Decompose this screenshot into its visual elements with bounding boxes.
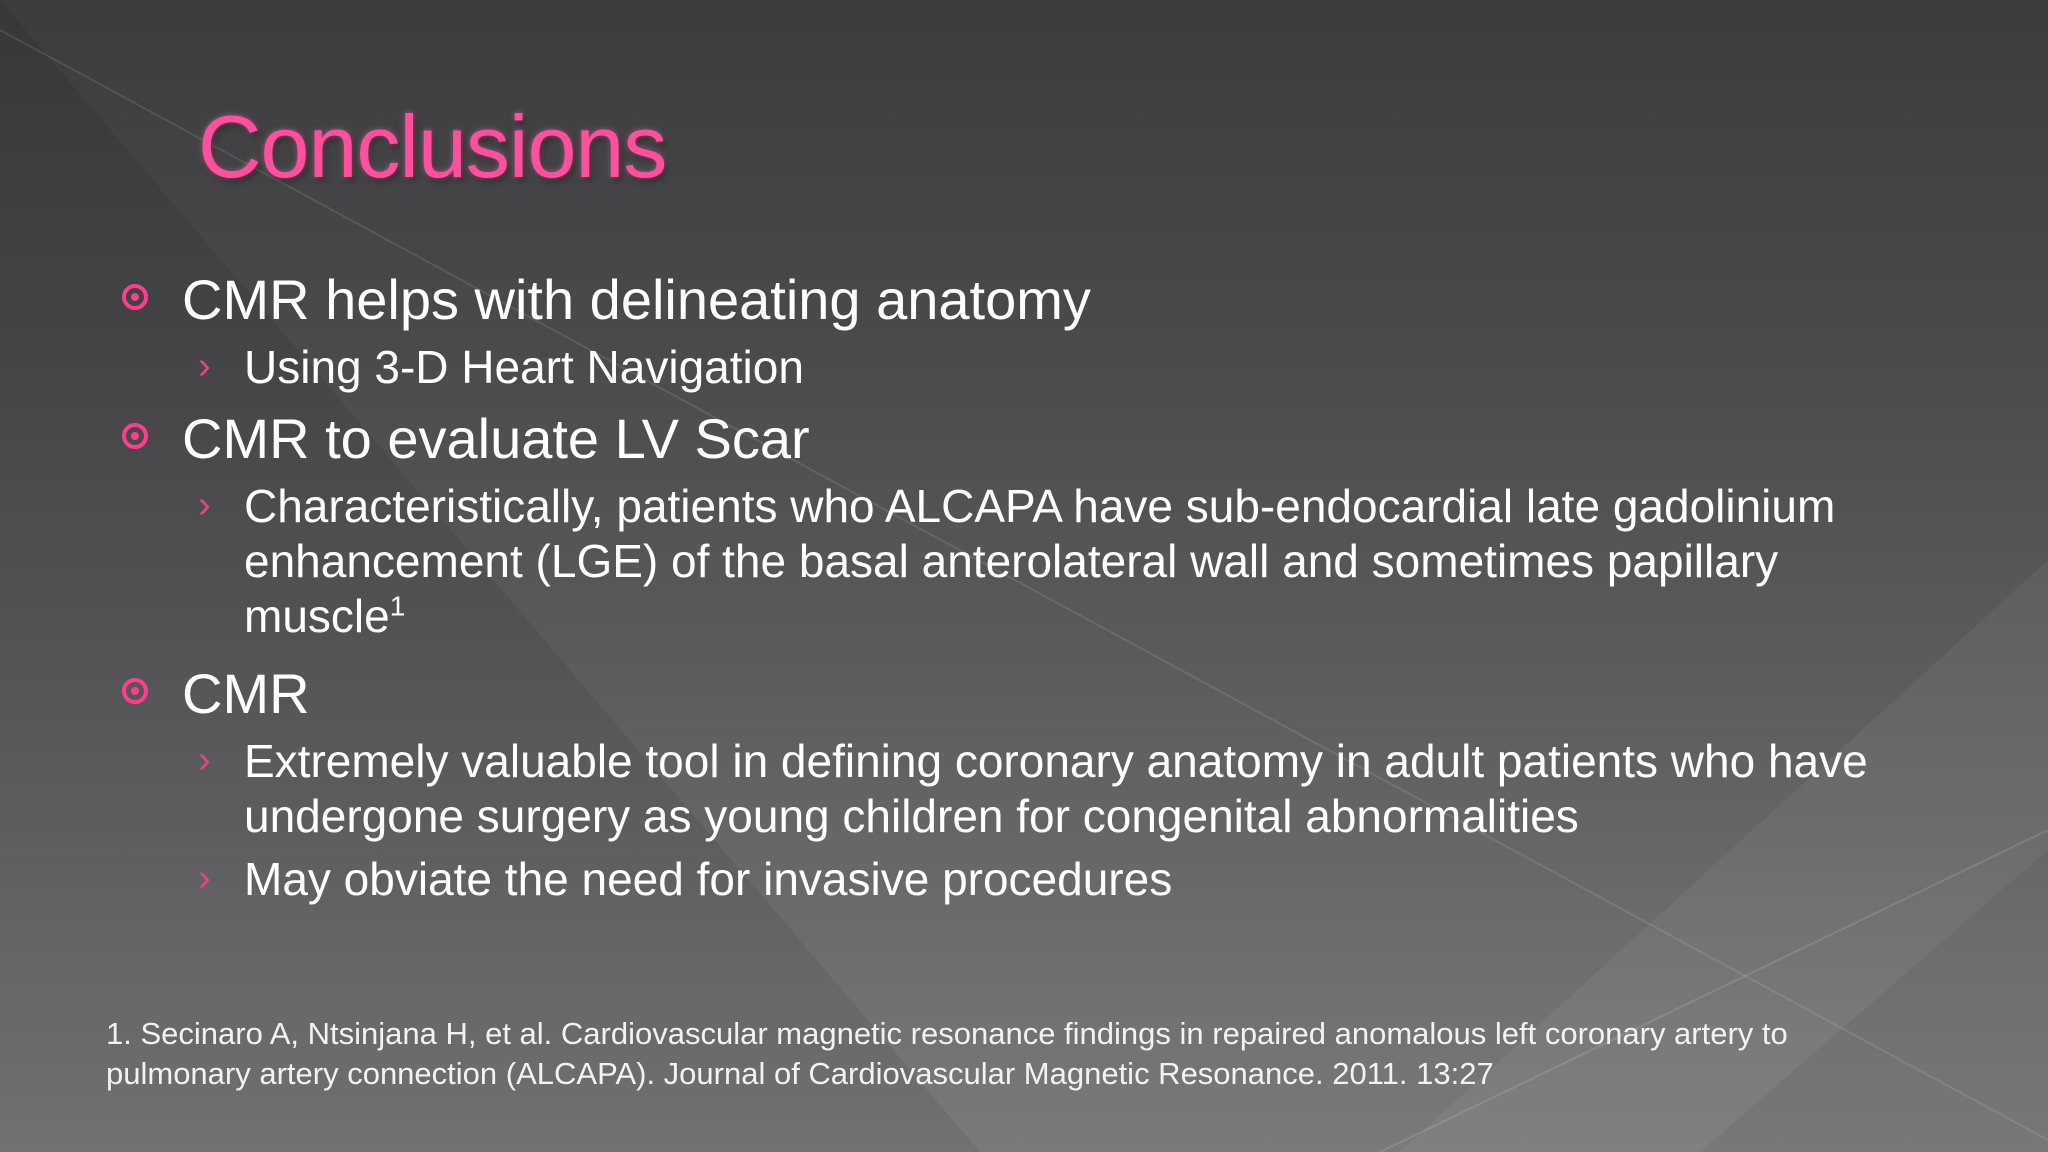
sub-bullet-item	[110, 852, 1870, 907]
bullet-item	[110, 403, 1870, 475]
slide-title: Conclusions	[198, 97, 667, 196]
bullet-circle-icon	[122, 678, 148, 704]
sub-bullet-item	[110, 734, 1870, 844]
sub-bullet-text: Characteristically, patients who ALCAPA have sub-endocardial late gadolinium enhancement (LGE) of the basal anterolateral wall and sometimes papillary muscle	[244, 480, 1836, 642]
chevron-right-icon: ›	[198, 484, 211, 526]
chevron-right-icon: ›	[198, 345, 211, 387]
sub-bullet-text: Extremely valuable tool in defining coronary anatomy in adult patients who have undergone surgery as young children for congenital abnormalities	[244, 735, 1868, 842]
sub-bullet-item	[110, 479, 1870, 644]
sub-bullet-text: May obviate the need for invasive procedures	[244, 853, 1173, 905]
slide-body	[110, 262, 1870, 915]
sub-bullet-item	[110, 340, 1870, 395]
bullet-circle-icon	[122, 423, 148, 449]
chevron-right-icon: ›	[198, 739, 211, 781]
footnote: 1. Secinaro A, Ntsinjana H, et al. Cardiovascular magnetic resonance findings in repaired anomalous left coronary artery to pulmonary artery connection (ALCAPA). Journal of Cardiovascular Magnetic Resonance. 2011. 13:27	[106, 1016, 1788, 1091]
bullet-item	[110, 658, 1870, 730]
bullet-text: CMR	[182, 662, 310, 725]
bullet-circle-icon	[122, 284, 148, 310]
bullet-text: CMR helps with delineating anatomy	[182, 268, 1091, 331]
bullet-item	[110, 264, 1870, 336]
footnote-reference: 1	[389, 590, 406, 622]
sub-bullet-text: Using 3-D Heart Navigation	[244, 341, 804, 393]
bullet-text: CMR to evaluate LV Scar	[182, 407, 810, 470]
chevron-right-icon: ›	[198, 857, 211, 899]
